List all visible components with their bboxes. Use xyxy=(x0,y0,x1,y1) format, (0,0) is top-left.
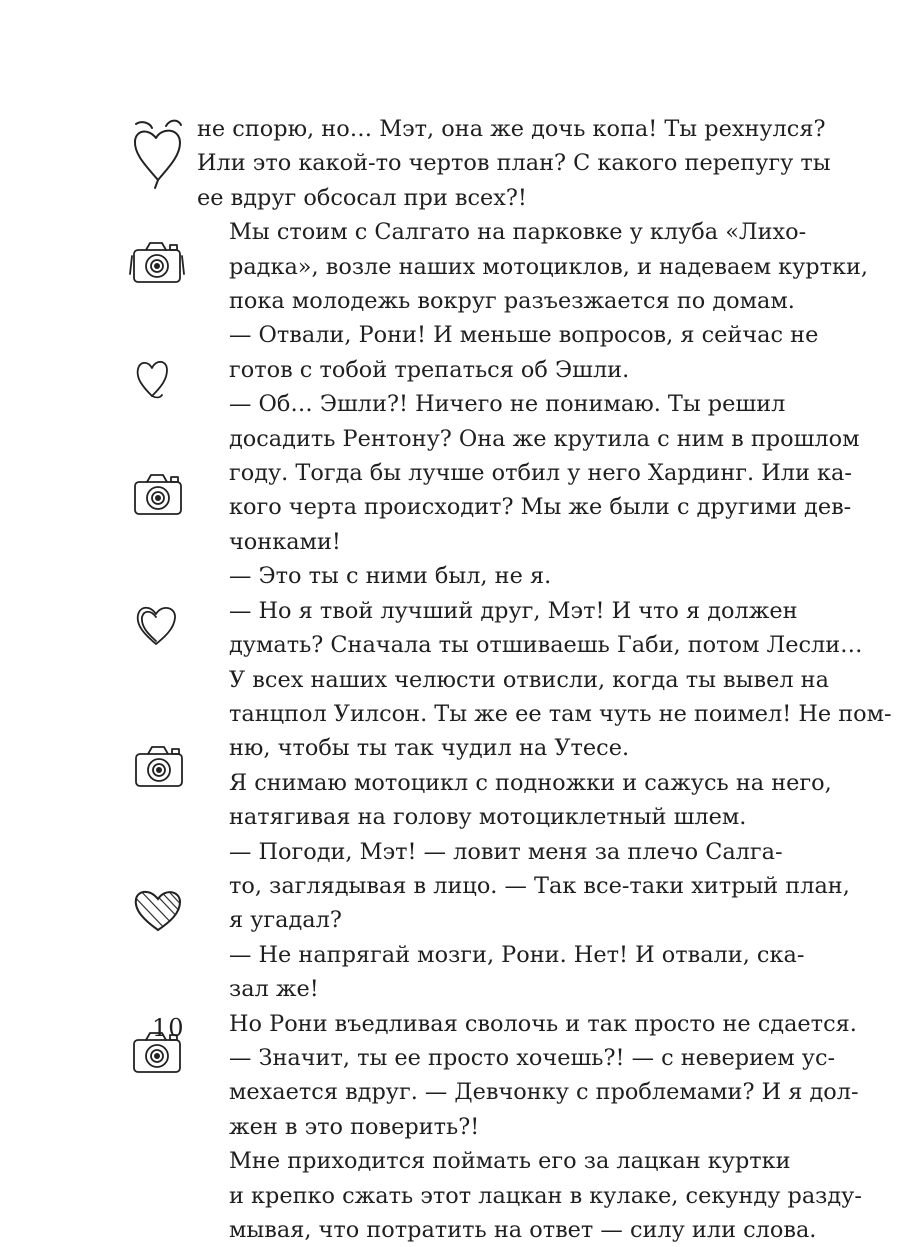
page-number: 10 xyxy=(152,1014,185,1042)
paragraph: Я снимаю мотоцикл с подножки и сажусь на него, натягивая на голову мотоциклетный шлем. xyxy=(229,769,832,831)
heart-doodle-icon xyxy=(132,598,184,650)
paragraph: — Не напрягай мозги, Рони. Нет! И отвали, ска- зал же! xyxy=(229,941,805,1003)
paragraph: Мне приходится поймать его за лацкан куртки и крепко сжать этот лацкан в кулаке, секунду разду- мывая, что потратить на ответ — силу или слова. xyxy=(229,1148,862,1243)
paragraph: — Об… Эшли?! Ничего не понимаю. Ты решил досадить Рентону? Она же крутила с ним в прошлом году. Тогда бы лучше отбил у него Хардинг. Или ка- кого черта происходит? Мы же были с другими дев- чонками! xyxy=(229,391,860,555)
paragraph: Мы стоим с Салгато на парковке у клуба «Лихо- радка», возле наших мотоциклов, и надеваем куртки, пока молодежь вокруг разъезжается по домам. xyxy=(229,219,869,315)
body-text xyxy=(197,112,892,1247)
camera-doodle-icon xyxy=(130,470,186,520)
paragraph: — Это ты с ними был, не я. xyxy=(229,563,552,590)
paragraph: — Значит, ты ее просто хочешь?! — с неверием ус- мехается вдруг. — Девчонку с проблемами? И я дол- жен в это поверить?! xyxy=(229,1044,859,1140)
camera-doodle-icon xyxy=(128,236,186,288)
heart-doodle-icon xyxy=(132,354,176,402)
paragraph: — Погоди, Мэт! — ловит меня за плечо Салга- то, заглядывая в лицо. — Так все-таки хитрый план, я угадал? xyxy=(229,838,850,934)
paragraph: не спорю, но… Мэт, она же дочь копа! Ты рехнулся? Или это какой-то чертов план? С какого перепугу ты ее вдруг обсосал при всех?! xyxy=(197,116,831,211)
paragraph: — Но я твой лучший друг, Мэт! И что я должен думать? Сначала ты отшиваешь Габи, потом Лесли… У всех наших челюсти отвисли, когда ты вывел на танцпол Уилсон. Ты же ее там чуть не поимел! Не пом- ню, чтобы ты так чудил на Утесе. xyxy=(229,597,892,762)
camera-doodle-icon xyxy=(130,740,188,792)
scribbled-heart-icon xyxy=(130,882,186,934)
heart-doodle-icon xyxy=(128,114,188,192)
paragraph: — Отвали, Рони! И меньше вопросов, я сейчас не готов с тобой трепаться об Эшли. xyxy=(229,322,819,383)
paragraph: Но Рони въедливая сволочь и так просто не сдается. xyxy=(229,1010,857,1037)
